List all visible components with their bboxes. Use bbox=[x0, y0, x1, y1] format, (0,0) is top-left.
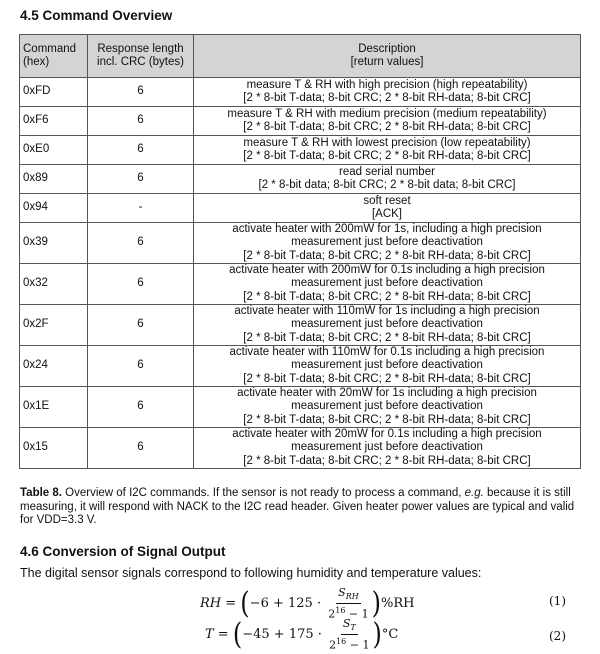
description-line: soft reset bbox=[363, 194, 411, 207]
response-length-cell: 6 bbox=[88, 428, 194, 469]
equation-number: (2) bbox=[549, 629, 566, 643]
description-line: measure T & RH with lowest precision (low repeatability) bbox=[243, 136, 531, 149]
description-line: read serial number bbox=[339, 165, 435, 178]
description-line: measurement just before deactivation bbox=[291, 441, 483, 454]
description-cell bbox=[194, 428, 581, 469]
caption-text: Overview of I2C commands. If the sensor is not ready to process a command, bbox=[61, 487, 465, 499]
description-line: [2 * 8-bit T-data; 8-bit CRC; 2 * 8-bit RH-data; 8-bit CRC] bbox=[243, 454, 531, 467]
table-row bbox=[20, 387, 581, 428]
command-hex-cell: 0x24 bbox=[20, 346, 88, 387]
command-hex-cell: 0x2F bbox=[20, 305, 88, 346]
caption-eg: e.g. bbox=[464, 487, 484, 499]
command-hex-cell: 0x89 bbox=[20, 165, 88, 194]
eq-unit: %RH bbox=[381, 595, 415, 611]
table-header-row bbox=[20, 35, 581, 78]
description-line: measurement just before deactivation bbox=[291, 277, 483, 290]
command-hex-cell: 0x39 bbox=[20, 223, 88, 264]
table-row bbox=[20, 346, 581, 387]
eq-factor: 175 bbox=[288, 626, 314, 642]
description-line: measurement just before deactivation bbox=[291, 400, 483, 413]
response-length-cell: 6 bbox=[88, 305, 194, 346]
response-length-cell: 6 bbox=[88, 136, 194, 165]
table-caption bbox=[20, 487, 580, 528]
table-row bbox=[20, 107, 581, 136]
eq-lhs: RH bbox=[200, 595, 222, 611]
eq-unit: °C bbox=[381, 626, 399, 642]
eq-lhs: T bbox=[205, 626, 214, 642]
header-description: Description [return values] bbox=[194, 35, 581, 78]
table-row bbox=[20, 223, 581, 264]
command-hex-cell: 0x94 bbox=[20, 194, 88, 223]
description-line: measurement just before deactivation bbox=[291, 318, 483, 331]
table-row bbox=[20, 264, 581, 305]
description-cell bbox=[194, 194, 581, 223]
intro-text: The digital sensor signals correspond to following humidity and temperature values: bbox=[20, 566, 482, 580]
command-hex-cell: 0x15 bbox=[20, 428, 88, 469]
description-line: activate heater with 20mW for 1s including a high precision bbox=[237, 387, 537, 400]
header-command: Command (hex) bbox=[20, 35, 88, 78]
response-length-cell: 6 bbox=[88, 78, 194, 107]
header-response-length: Response length incl. CRC (bytes) bbox=[88, 35, 194, 78]
response-length-cell: 6 bbox=[88, 165, 194, 194]
table-row bbox=[20, 165, 581, 194]
description-line: activate heater with 110mW for 0.1s including a high precision bbox=[229, 346, 545, 359]
eq-fraction: $\frac{S_{RH}}{2^{16} - 1}$ bbox=[328, 586, 369, 621]
description-line: [2 * 8-bit T-data; 8-bit CRC; 2 * 8-bit RH-data; 8-bit CRC] bbox=[243, 121, 531, 133]
response-length-cell: 6 bbox=[88, 346, 194, 387]
response-length-cell: 6 bbox=[88, 387, 194, 428]
table-row bbox=[20, 428, 581, 469]
eq-factor: 125 bbox=[288, 595, 313, 611]
description-cell bbox=[194, 136, 581, 165]
command-hex-cell: 0xF6 bbox=[20, 107, 88, 136]
description-line: [2 * 8-bit T-data; 8-bit CRC; 2 * 8-bit RH-data; 8-bit CRC] bbox=[243, 290, 531, 303]
description-line: [2 * 8-bit T-data; 8-bit CRC; 2 * 8-bit RH-data; 8-bit CRC] bbox=[243, 150, 531, 162]
description-line: [2 * 8-bit T-data; 8-bit CRC; 2 * 8-bit RH-data; 8-bit CRC] bbox=[243, 372, 531, 385]
caption-label: Table 8. bbox=[20, 487, 62, 499]
description-line: measure T & RH with medium precision (medium repeatability) bbox=[227, 107, 547, 120]
command-hex-cell: 0xE0 bbox=[20, 136, 88, 165]
description-cell bbox=[194, 165, 581, 194]
description-cell bbox=[194, 223, 581, 264]
description-line: activate heater with 200mW for 1s, including a high precision bbox=[232, 223, 542, 236]
description-line: [2 * 8-bit T-data; 8-bit CRC; 2 * 8-bit RH-data; 8-bit CRC] bbox=[243, 331, 531, 344]
description-line: [2 * 8-bit T-data; 8-bit CRC; 2 * 8-bit RH-data; 8-bit CRC] bbox=[243, 92, 531, 104]
description-line: activate heater with 200mW for 0.1s including a high precision bbox=[229, 264, 545, 277]
description-line: [2 * 8-bit T-data; 8-bit CRC; 2 * 8-bit RH-data; 8-bit CRC] bbox=[243, 249, 531, 262]
eq-fraction: $\frac{S_T}{2^{16} - 1}$ bbox=[329, 617, 370, 652]
command-hex-cell: 0xFD bbox=[20, 78, 88, 107]
description-cell bbox=[194, 78, 581, 107]
section-heading: 4.6 Conversion of Signal Output bbox=[20, 544, 226, 559]
description-line: activate heater with 20mW for 0.1s including a high precision bbox=[232, 428, 542, 441]
caption-text-2: because it is still measuring, it will respond with NACK to the I2C read header. Given heater power values are typical and valid for VDD=3.3 V. bbox=[20, 487, 575, 526]
description-cell bbox=[194, 387, 581, 428]
response-length-cell: 6 bbox=[88, 223, 194, 264]
description-line: measurement just before deactivation bbox=[291, 236, 483, 249]
description-cell bbox=[194, 107, 581, 136]
eq-offset: −6 bbox=[249, 595, 269, 611]
description-line: activate heater with 110mW for 1s including a high precision bbox=[234, 305, 540, 318]
table-row bbox=[20, 136, 581, 165]
description-cell bbox=[194, 346, 581, 387]
description-line: measure T & RH with high precision (high repeatability) bbox=[246, 78, 528, 91]
response-length-cell: 6 bbox=[88, 264, 194, 305]
command-hex-cell: 0x1E bbox=[20, 387, 88, 428]
description-cell bbox=[194, 305, 581, 346]
description-line: measurement just before deactivation bbox=[291, 359, 483, 372]
table-row bbox=[20, 194, 581, 223]
section-heading: 4.5 Command Overview bbox=[20, 8, 173, 23]
command-table bbox=[19, 34, 581, 469]
table-row bbox=[20, 305, 581, 346]
response-length-cell: 6 bbox=[88, 107, 194, 136]
table-row bbox=[20, 78, 581, 107]
eq-offset: −45 bbox=[242, 626, 270, 642]
description-line: [ACK] bbox=[371, 208, 403, 220]
response-length-cell: - bbox=[88, 194, 194, 223]
description-line: [2 * 8-bit data; 8-bit CRC; 2 * 8-bit data; 8-bit CRC] bbox=[258, 179, 516, 191]
equation-number: (1) bbox=[549, 594, 566, 608]
description-line: [2 * 8-bit T-data; 8-bit CRC; 2 * 8-bit RH-data; 8-bit CRC] bbox=[243, 413, 531, 426]
description-cell bbox=[194, 264, 581, 305]
command-hex-cell: 0x32 bbox=[20, 264, 88, 305]
